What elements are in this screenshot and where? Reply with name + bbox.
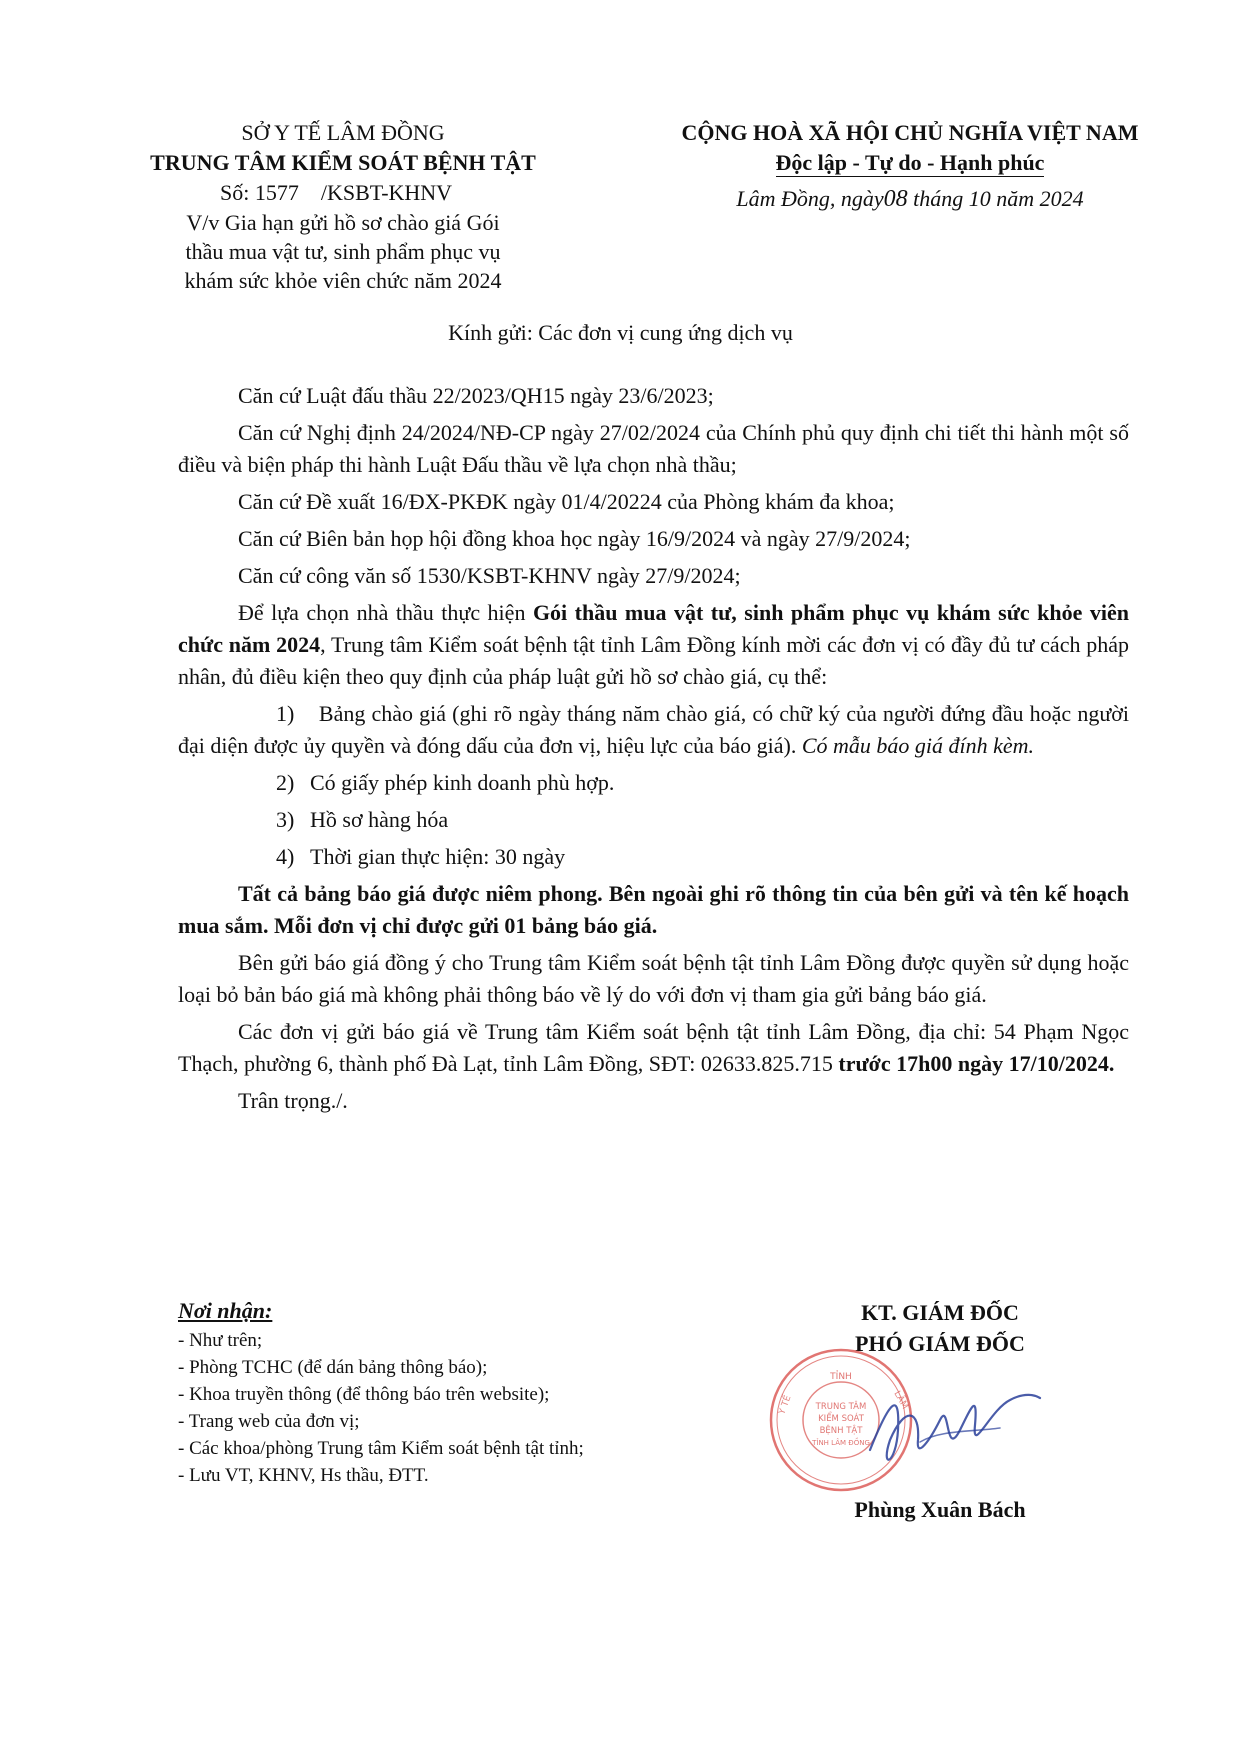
date-day: 08 [883,186,908,212]
requirement-item [178,767,1129,799]
recipient-item: - Lưu VT, KHNV, Hs thầu, ĐTT. [178,1465,429,1486]
nation-name: CỘNG HOÀ XÃ HỘI CHỦ NGHĨA VIỆT NAM [681,120,1139,145]
svg-text:TỈNH: TỈNH [830,1372,852,1382]
intro-text: Để lựa chọn nhà thầu thực hiện [238,600,533,625]
item-text: Có giấy phép kinh doanh phù hợp. [310,770,615,795]
national-motto: Độc lập - Tự do - Hạnh phúc [775,150,1045,175]
issuer-header [108,118,578,295]
subject-line: thầu mua vật tư, sinh phẩm phục vụ [185,239,501,264]
recipients-title: Nơi nhận: [178,1298,273,1323]
item-number: 3) [276,807,295,832]
svg-text:KIỂM SOÁT: KIỂM SOÁT [818,1414,864,1424]
requirement-item [178,804,1129,836]
item-text: Thời gian thực hiện: 30 ngày [310,844,566,869]
package-name: Gói thầu mua vật tư, sinh phẩm phục vụ khám sức khỏe viên chức năm 2024 [178,600,1129,657]
recipients-block [178,1297,698,1489]
date-prefix: Lâm Đồng, ngày [736,186,884,211]
reference-number [108,178,578,208]
svg-text:Y TẾ: Y TẾ [777,1394,794,1417]
legal-basis: Căn cứ Biên bản họp hội đồng khoa học ngày 16/9/2024 và ngày 27/9/2024; [238,526,911,551]
svg-text:LÂM: LÂM [891,1389,910,1412]
handwritten-signature-icon [860,1370,1050,1480]
intro-paragraph [178,597,1129,693]
svg-text:TRUNG TÂM: TRUNG TÂM [815,1402,867,1412]
agency-name: SỞ Y TẾ LÂM ĐỒNG [241,120,445,145]
item-text: Hồ sơ hàng hóa [310,807,449,832]
intro-text: , Trung tâm Kiểm soát bệnh tật tỉnh Lâm Đồng kính mời các đơn vị có đầy đủ tư cách pháp nhân, đủ điều kiện theo quy định của pháp luật gửi hồ sơ chào giá, cụ thể: [178,632,1130,689]
subject-line: khám sức khỏe viên chức năm 2024 [184,268,502,293]
signer-name: Phùng Xuân Bách [854,1497,1026,1522]
legal-basis: Căn cứ Luật đấu thầu 22/2023/QH15 ngày 23/6/2023; [238,383,714,408]
letter-body [178,380,1129,1122]
sealed-notice: Tất cả bảng báo giá được niêm phong. Bên ngoài ghi rõ thông tin của bên gửi và tên kế hoạch mua sắm. Mỗi đơn vị chỉ được gửi 01 bảng báo giá. [178,881,1129,938]
recipient-item: - Như trên; [178,1330,263,1351]
requirement-item [178,841,1129,873]
subject [108,208,578,295]
center-name: TRUNG TÂM KIỂM SOÁT BỆNH TẬT [150,150,536,175]
signer-title: PHÓ GIÁM ĐỐC [855,1331,1025,1356]
address-paragraph [178,1016,1129,1080]
legal-basis: Căn cứ công văn số 1530/KSBT-KHNV ngày 27/9/2024; [238,563,741,588]
national-header [640,118,1180,214]
item-number: 2) [276,770,295,795]
salutation: Kính gửi: Các đơn vị cung ứng dịch vụ [448,320,793,345]
legal-basis: Căn cứ Nghị định 24/2024/NĐ-CP ngày 27/02/2024 của Chính phủ quy định chi tiết thi hành một số điều và biện pháp thi hành Luật Đấu thầu về lựa chọn nhà thầu; [178,420,1129,477]
recipient-item: - Trang web của đơn vị; [178,1411,360,1432]
item-note: Có mẫu báo giá đính kèm. [801,733,1035,758]
svg-text:BỆNH TẬT: BỆNH TẬT [819,1426,863,1436]
date-suffix: tháng 10 năm 2024 [907,186,1084,211]
deadline: trước 17h00 ngày 17/10/2024. [838,1051,1115,1076]
requirement-item [178,698,1129,762]
svg-text:TỈNH LÂM ĐỒNG: TỈNH LÂM ĐỒNG [812,1439,870,1447]
reference-label: Số: 1577 [220,180,299,205]
item-number: 1) [276,701,295,726]
item-number: 4) [276,844,295,869]
reference-code: /KSBT-KHNV [320,180,453,205]
recipient-item: - Phòng TCHC (để dán bảng thông báo); [178,1357,488,1378]
signer-authority: KT. GIÁM ĐỐC [861,1300,1019,1325]
legal-basis: Căn cứ Đề xuất 16/ĐX-PKĐK ngày 01/4/20224 của Phòng khám đa khoa; [238,489,895,514]
closing: Trân trọng./. [238,1088,348,1113]
recipient-item: - Khoa truyền thông (để thông báo trên website); [178,1384,550,1405]
address-text: Các đơn vị gửi báo giá về Trung tâm Kiểm soát bệnh tật tỉnh Lâm Đồng, địa chỉ: 54 Phạm Ngọc Thạch, phường 6, thành phố Đà Lạt, tỉnh Lâm Đồng, SĐT: 02633.825.715 [178,1019,1129,1076]
consent-paragraph: Bên gửi báo giá đồng ý cho Trung tâm Kiểm soát bệnh tật tỉnh Lâm Đồng được quyền sử dụng hoặc loại bỏ bản báo giá mà không phải thông báo về lý do với đơn vị tham gia gửi bảng báo giá. [178,950,1129,1007]
recipient-item: - Các khoa/phòng Trung tâm Kiểm soát bệnh tật tỉnh; [178,1438,584,1459]
subject-line: V/v Gia hạn gửi hồ sơ chào giá Gói [186,210,500,235]
issue-date [640,184,1180,214]
item-text: Bảng chào giá (ghi rõ ngày tháng năm chào giá, có chữ ký của người đứng đầu hoặc người đại diện được ủy quyền và đóng dấu của đơn vị, hiệu lực của báo giá). [178,701,1129,758]
